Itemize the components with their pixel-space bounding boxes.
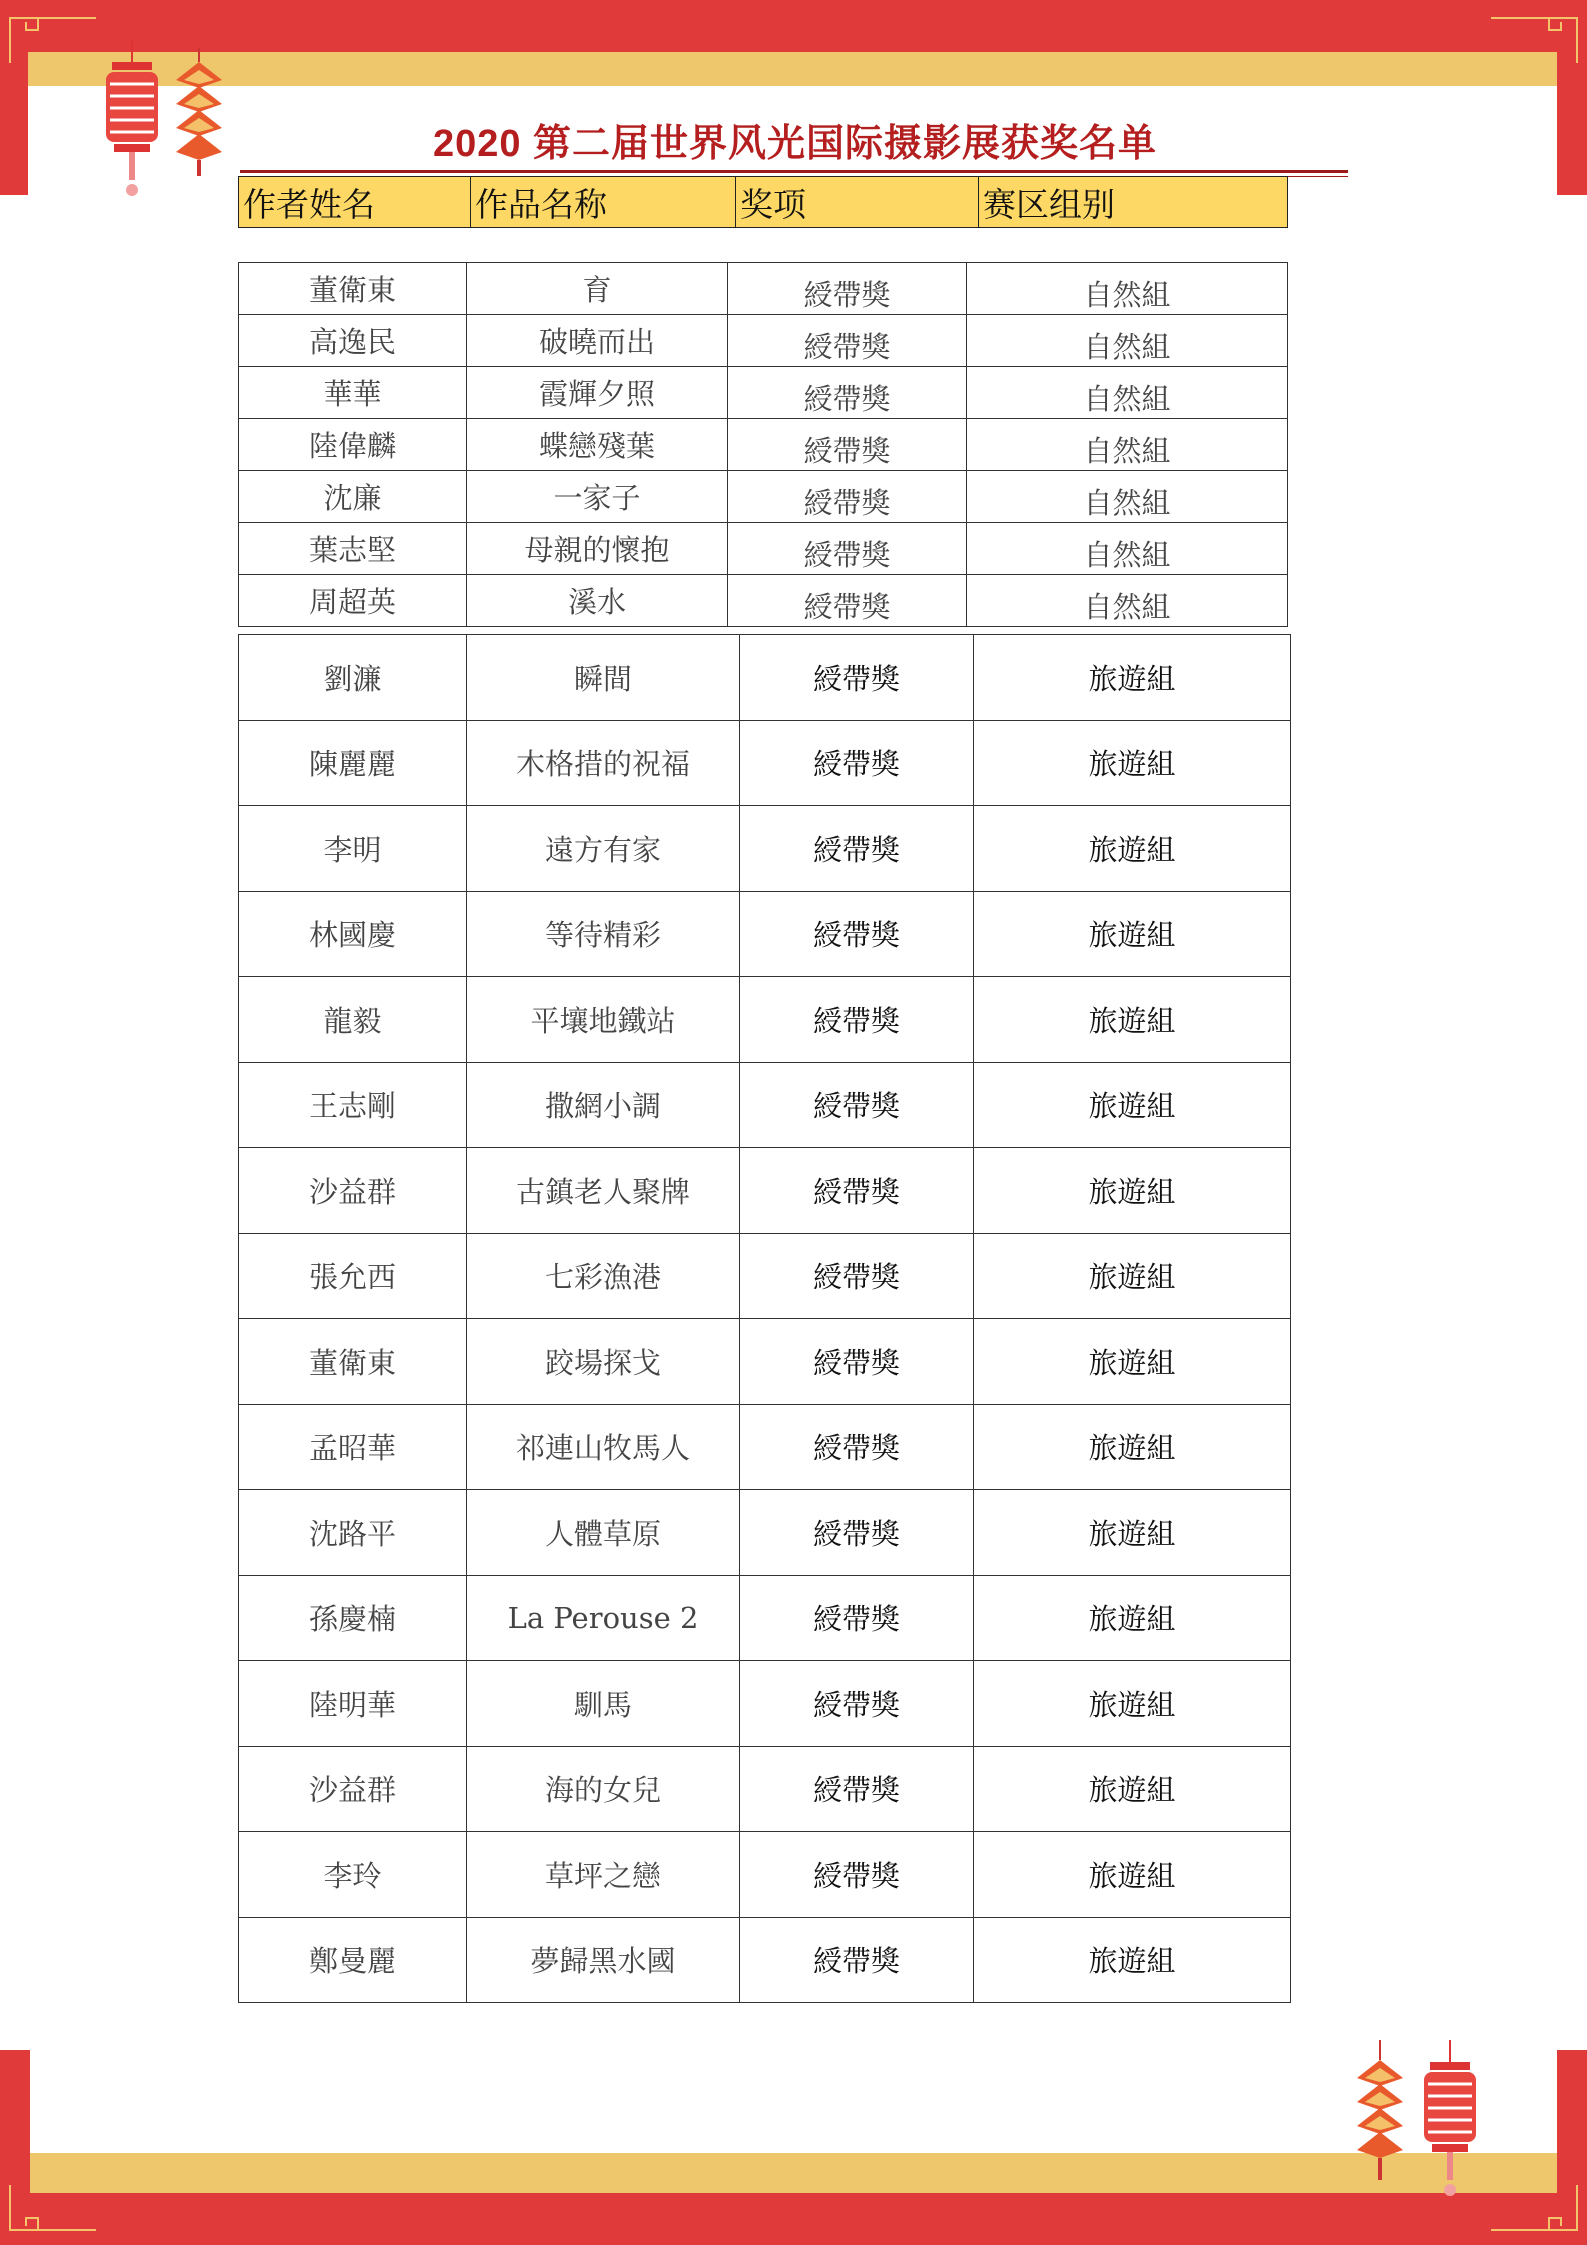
work-title-cell: 母親的懷抱	[467, 523, 728, 575]
category-cell: 自然組	[967, 263, 1288, 315]
category-cell: 旅遊組	[974, 1319, 1291, 1405]
work-title-cell: 草坪之戀	[467, 1832, 740, 1918]
work-title-cell: 遠方有家	[467, 806, 740, 892]
corner-ornament-icon	[8, 8, 98, 68]
corner-ornament-icon	[1489, 8, 1579, 68]
table-row	[239, 263, 1288, 315]
work-title-cell: 馴馬	[467, 1661, 740, 1747]
author-cell: 鄭曼麗	[239, 1917, 467, 2003]
category-cell: 旅遊組	[974, 1832, 1291, 1918]
award-cell: 綬帶獎	[728, 575, 967, 627]
table-row	[239, 1832, 1291, 1918]
author-cell: 高逸民	[239, 315, 467, 367]
category-cell: 自然組	[967, 367, 1288, 419]
work-title-cell: 夢歸黑水國	[467, 1917, 740, 2003]
table-row	[239, 575, 1288, 627]
award-cell: 綬帶獎	[740, 1490, 974, 1576]
nature-group-table	[238, 262, 1288, 627]
table-row	[239, 1917, 1291, 2003]
award-cell: 綬帶獎	[728, 315, 967, 367]
author-cell: 劉濂	[239, 635, 467, 721]
award-cell: 綬帶獎	[740, 1233, 974, 1319]
table-row	[239, 1233, 1291, 1319]
work-title-cell: 等待精彩	[467, 891, 740, 977]
award-cell: 綬帶獎	[740, 635, 974, 721]
travel-group-table	[238, 634, 1291, 2003]
work-title-cell: 破曉而出	[467, 315, 728, 367]
author-cell: 沈廉	[239, 471, 467, 523]
category-cell: 旅遊組	[974, 1917, 1291, 2003]
author-cell: 陳麗麗	[239, 720, 467, 806]
bottom-red-band	[0, 2193, 1587, 2245]
work-title-cell: 蝶戀殘葉	[467, 419, 728, 471]
category-cell: 旅遊組	[974, 1148, 1291, 1234]
award-cell: 綬帶獎	[740, 891, 974, 977]
corner-ornament-icon	[8, 2180, 98, 2240]
work-title-cell: 人體草原	[467, 1490, 740, 1576]
award-cell: 綬帶獎	[740, 1062, 974, 1148]
work-title-cell: 古鎮老人聚牌	[467, 1148, 740, 1234]
table-row	[239, 315, 1288, 367]
header-work: 作品名称	[471, 177, 736, 228]
header-row	[239, 177, 1288, 228]
author-cell: 沙益群	[239, 1746, 467, 1832]
category-cell: 自然組	[967, 471, 1288, 523]
award-cell: 綬帶獎	[740, 977, 974, 1063]
award-cell: 綬帶獎	[740, 1917, 974, 2003]
category-cell: 旅遊組	[974, 1661, 1291, 1747]
table-row	[239, 891, 1291, 977]
table-row	[239, 635, 1291, 721]
lantern-icon	[1418, 2040, 1488, 2210]
author-cell: 沙益群	[239, 1148, 467, 1234]
author-cell: 周超英	[239, 575, 467, 627]
work-title-cell: 平壤地鐵站	[467, 977, 740, 1063]
category-cell: 旅遊組	[974, 891, 1291, 977]
table-row	[239, 1575, 1291, 1661]
table-row	[239, 977, 1291, 1063]
award-cell: 綬帶獎	[728, 471, 967, 523]
top-gold-band	[0, 52, 1587, 86]
work-title-cell: 跤場探戈	[467, 1319, 740, 1405]
work-title-cell: 溪水	[467, 575, 728, 627]
author-cell: 華華	[239, 367, 467, 419]
top-red-band	[0, 0, 1587, 52]
category-cell: 自然組	[967, 523, 1288, 575]
category-cell: 旅遊組	[974, 635, 1291, 721]
author-cell: 孟昭華	[239, 1404, 467, 1490]
award-cell: 綬帶獎	[728, 523, 967, 575]
category-cell: 自然組	[967, 575, 1288, 627]
table-row	[239, 1148, 1291, 1234]
author-cell: 張允西	[239, 1233, 467, 1319]
table-row	[239, 367, 1288, 419]
work-title-cell: 七彩漁港	[467, 1233, 740, 1319]
page-title: 2020 第二届世界风光国际摄影展获奖名单	[432, 123, 1158, 165]
author-cell: 董衛東	[239, 263, 467, 315]
author-cell: 李明	[239, 806, 467, 892]
table-row	[239, 419, 1288, 471]
award-cell: 綬帶獎	[728, 263, 967, 315]
table-row	[239, 1404, 1291, 1490]
author-cell: 龍毅	[239, 977, 467, 1063]
award-cell: 綬帶獎	[740, 1746, 974, 1832]
author-cell: 葉志堅	[239, 523, 467, 575]
work-title-cell: 霞輝夕照	[467, 367, 728, 419]
category-cell: 旅遊組	[974, 1490, 1291, 1576]
lantern-icon	[100, 40, 170, 200]
award-cell: 綬帶獎	[740, 1661, 974, 1747]
category-cell: 旅遊組	[974, 1575, 1291, 1661]
category-cell: 旅遊組	[974, 1062, 1291, 1148]
author-cell: 陸明華	[239, 1661, 467, 1747]
award-cell: 綬帶獎	[728, 419, 967, 471]
work-title-cell: 瞬間	[467, 635, 740, 721]
work-title-cell: 木格措的祝福	[467, 720, 740, 806]
table-row	[239, 1062, 1291, 1148]
corner-ornament-icon	[1489, 2180, 1579, 2240]
bottom-gold-band	[0, 2153, 1587, 2193]
author-cell: 李玲	[239, 1832, 467, 1918]
header-table	[238, 176, 1288, 228]
author-cell: 陸偉麟	[239, 419, 467, 471]
author-cell: 林國慶	[239, 891, 467, 977]
firecracker-icon	[1353, 2040, 1408, 2190]
firecracker-icon	[172, 48, 227, 178]
award-cell: 綬帶獎	[740, 1404, 974, 1490]
work-title-cell: 祁連山牧馬人	[467, 1404, 740, 1490]
table-row	[239, 720, 1291, 806]
work-title-cell: 海的女兒	[467, 1746, 740, 1832]
category-cell: 旅遊組	[974, 806, 1291, 892]
award-cell: 綬帶獎	[740, 720, 974, 806]
category-cell: 旅遊組	[974, 1404, 1291, 1490]
header-award: 奖项	[736, 177, 979, 228]
table-row	[239, 523, 1288, 575]
category-cell: 自然組	[967, 419, 1288, 471]
category-cell: 旅遊組	[974, 977, 1291, 1063]
award-cell: 綬帶獎	[740, 806, 974, 892]
category-cell: 旅遊組	[974, 1746, 1291, 1832]
work-title-cell: 撒網小調	[467, 1062, 740, 1148]
author-cell: 孫慶楠	[239, 1575, 467, 1661]
author-cell: 王志剛	[239, 1062, 467, 1148]
header-category: 赛区组别	[979, 177, 1288, 228]
category-cell: 自然組	[967, 315, 1288, 367]
header-author: 作者姓名	[239, 177, 471, 228]
award-cell: 綬帶獎	[740, 1575, 974, 1661]
table-row	[239, 1746, 1291, 1832]
award-cell: 綬帶獎	[728, 367, 967, 419]
category-cell: 旅遊組	[974, 720, 1291, 806]
award-cell: 綬帶獎	[740, 1148, 974, 1234]
work-title-cell: 育	[467, 263, 728, 315]
work-title-cell: La Perouse 2	[467, 1575, 740, 1661]
award-cell: 綬帶獎	[740, 1319, 974, 1405]
award-cell: 綬帶獎	[740, 1832, 974, 1918]
table-row	[239, 1490, 1291, 1576]
table-row	[239, 1319, 1291, 1405]
table-row	[239, 471, 1288, 523]
table-row	[239, 806, 1291, 892]
author-cell: 董衛東	[239, 1319, 467, 1405]
table-row	[239, 1661, 1291, 1747]
title-divider	[240, 170, 1348, 173]
category-cell: 旅遊組	[974, 1233, 1291, 1319]
work-title-cell: 一家子	[467, 471, 728, 523]
author-cell: 沈路平	[239, 1490, 467, 1576]
